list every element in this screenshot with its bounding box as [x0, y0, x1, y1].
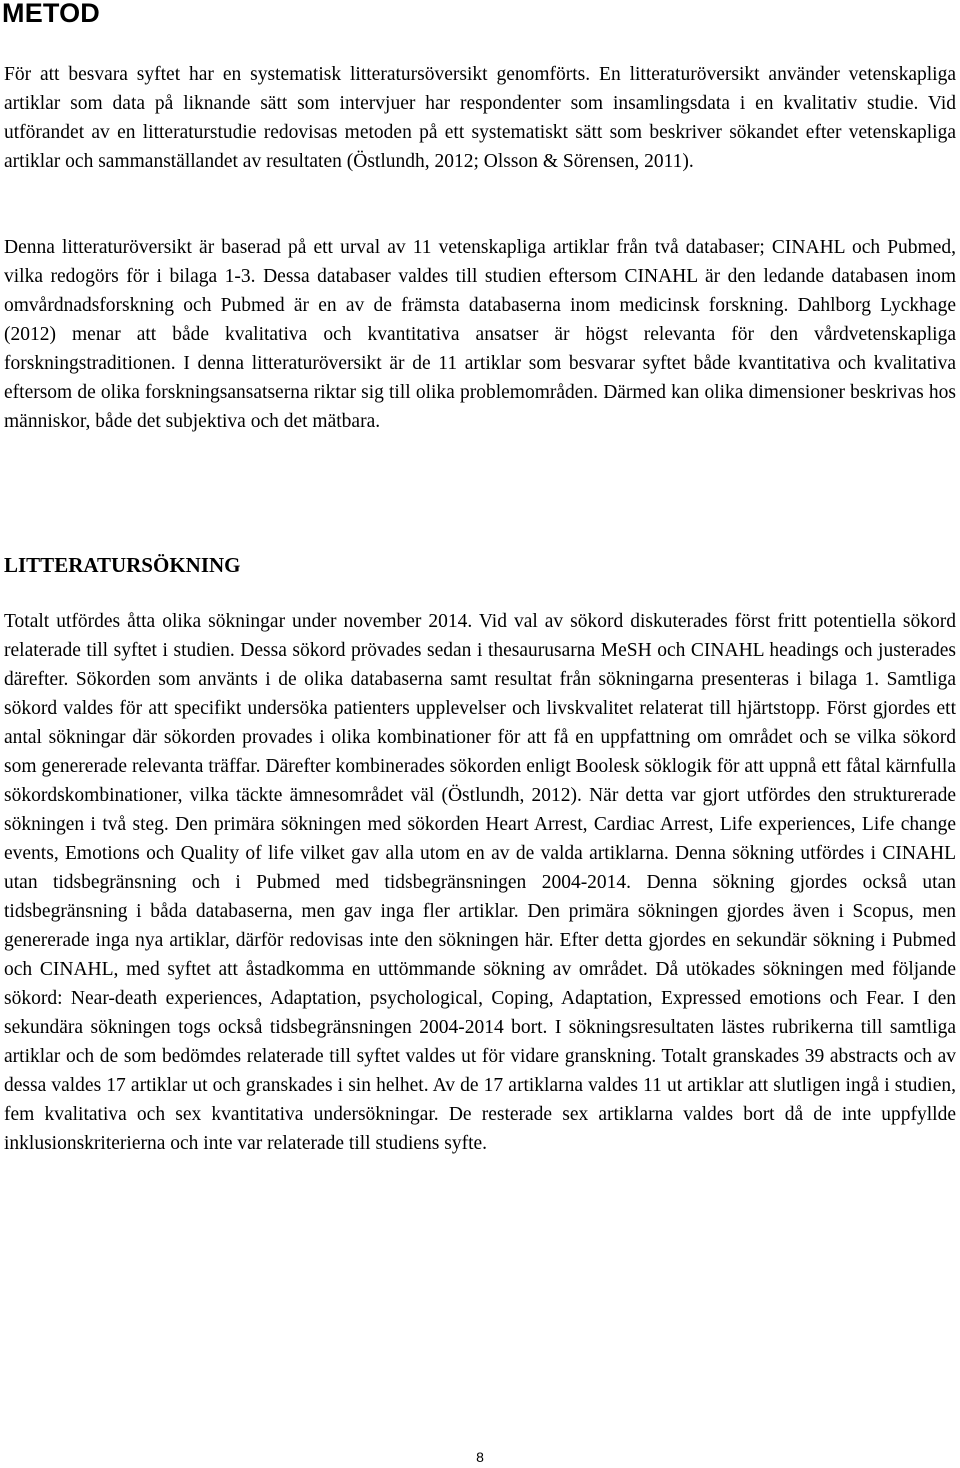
section-heading-litteratursokning: LITTERATURSÖKNING: [4, 553, 241, 577]
paragraph-method-intro: För att besvara syftet har en systematisk litteratursöversikt genomförts. En litteraturöversikt använder vetenskapliga artiklar som data på liknande sätt som intervjuer har respondenter som insamlingsdata i en kvalitativ studie. Vid utförandet av en litteraturstudie redovisas metoden på ett systematiskt sätt som beskriver sökandet efter vetenskapliga artiklar och sammanställandet av resultaten (Östlundh, 2012; Olsson & Sörensen, 2011).: [4, 64, 956, 172]
paragraph-search-process: Totalt utfördes åtta olika sökningar under november 2014. Vid val av sökord diskuterades först fritt potentiella sökord relaterade till syftet i studien. Dessa sökord prövades sedan i thesaurusarna MeSH och CINAHL headings och justerades därefter. Sökorden som använts i de olika databaserna samt resultat från sökningarna presenteras i bilaga 1. Samtliga sökord valdes för att specifikt undersöka patienters upplevelser och livskvalitet relaterat till hjärtstopp. Först gjordes ett antal sökningar där sökorden provades i olika kombinationer för att få en uppfattning om området och se vilka sökord som genererade relevanta träffar. Därefter kombinerades sökorden enligt Boolesk söklogik för att uppnå ett fåtal kärnfulla sökordskombinationer, vilka täckte ämnesområdet väl (Östlundh, 2012). När detta var gjort utfördes den strukturerade sökningen i två steg. Den primära sökningen med sökorden Heart Arrest, Cardiac Arrest, Life experiences, Life change events, Emotions och Quality of life vilket gav alla utom en av de valda artiklarna. Denna sökning utfördes i CINAHL utan tidsbegränsning och i Pubmed med tidsbegränsningen 2004-2014. Denna sökning gjordes också utan tidsbegränsning i båda databaserna, men gav inga fler artiklar. Den primära sökningen gjordes även i Scopus, men genererade inga nya artiklar, därför redovisas inte den sökningen här. Efter detta gjordes en sekundär sökning i Pubmed och CINAHL, med syftet att åstadkomma en uttömmande sökning av området. Då utökades sökningen med följande sökord: Near-death experiences, Adaptation, psychological, Coping, Adaptation, Expressed emotions och Fear. I den sekundära sökningen togs också tidsbegränsningen 2004-2014 bort. I sökningsresultaten lästes rubrikerna till samtliga artiklar och de som bedömdes relaterade till syftet valdes ut för vidare granskning. Totalt granskades 39 abstracts och av dessa valdes 17 artiklar ut och granskades i sin helhet. Av de 17 artiklarna valdes 11 ut artiklar att slutligen ingå i studien, fem kvalitativa och sex kvantitativa undersökningar. De resterade sex artiklarna valdes bort då de inte uppfyllde inklusionskriterierna och inte var relaterade till studiens syfte.: [4, 611, 956, 1154]
page-number: 8: [476, 1449, 484, 1465]
section-heading-metod: METOD: [2, 0, 101, 28]
paragraph-database-selection: Denna litteraturöversikt är baserad på ett urval av 11 vetenskapliga artiklar från två databaser; CINAHL och Pubmed, vilka redogörs för i bilaga 1-3. Dessa databaser valdes till studien eftersom CINAHL är den ledande databasen inom omvårdnadsforskning och Pubmed är en av de främsta databaserna inom medicinsk forskning. Dahlborg Lyckhage (2012) menar att både kvalitativa och kvantitativa ansatser är högst relevanta för den vårdvetenskapliga forskningstraditionen. I denna litteraturöversikt är de 11 artiklar som besvarar syftet både kvantitativa och kvalitativa eftersom de olika forskningsansatserna riktar sig till olika problemområden. Därmed kan olika dimensioner beskrivas hos människor, både det subjektiva och det mätbara.: [4, 237, 956, 432]
